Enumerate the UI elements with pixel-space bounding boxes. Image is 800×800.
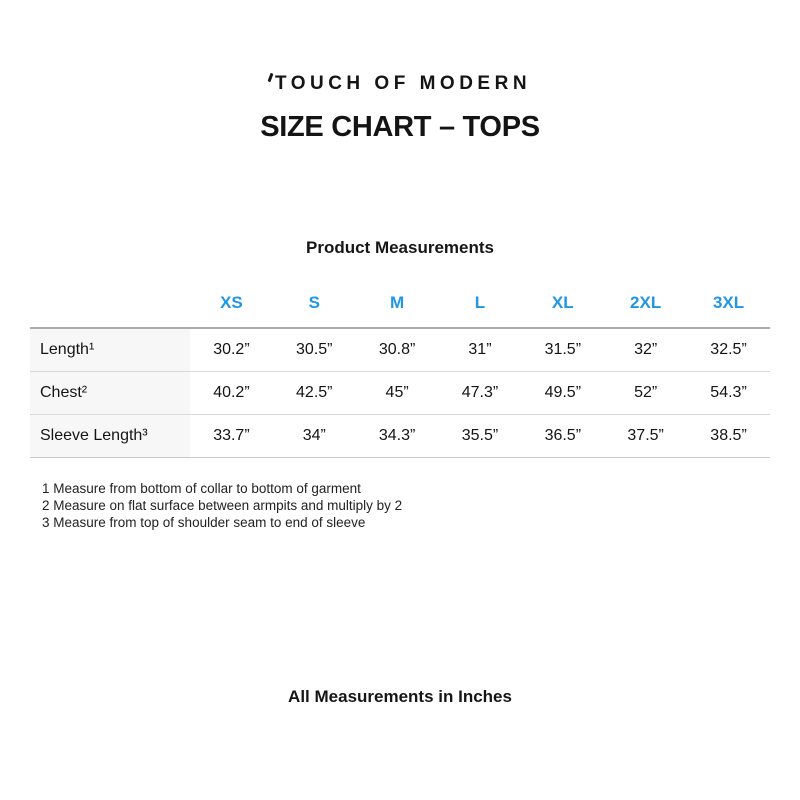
cell-sleeve-xs: 33.7” [190,414,273,457]
cell-chest-m: 45” [356,371,439,414]
cell-length-l: 31” [439,328,522,371]
size-header-m: M [356,278,439,328]
table-row-sleeve-length [30,414,770,457]
cell-chest-xs: 40.2” [190,371,273,414]
header-corner-cell [30,278,190,328]
cell-chest-3xl: 54.3” [687,371,770,414]
cell-sleeve-s: 34” [273,414,356,457]
brand-logo [0,0,800,94]
footnote-1: 1 Measure from bottom of collar to bottom of garment [42,480,361,496]
size-table [30,278,770,458]
cell-sleeve-m: 34.3” [356,414,439,457]
measurement-unit-note: All Measurements in Inches [288,687,512,706]
row-label-chest: Chest² [30,371,190,414]
cell-length-m: 30.8” [356,328,439,371]
cell-chest-xl: 49.5” [521,371,604,414]
cell-length-2xl: 32” [604,328,687,371]
cell-chest-s: 42.5” [273,371,356,414]
footnotes [42,480,800,531]
cell-length-s: 30.5” [273,328,356,371]
cell-sleeve-l: 35.5” [439,414,522,457]
table-caption: Product Measurements [306,238,494,257]
cell-sleeve-2xl: 37.5” [604,414,687,457]
cell-chest-l: 47.3” [439,371,522,414]
size-header-2xl: 2XL [604,278,687,328]
footnote-3: 3 Measure from top of shoulder seam to end of sleeve [42,514,366,530]
cell-length-xl: 31.5” [521,328,604,371]
table-row-length [30,328,770,371]
row-label-length: Length¹ [30,328,190,371]
size-header-xl: XL [521,278,604,328]
table-row-chest [30,371,770,414]
row-label-sleeve-length: Sleeve Length³ [30,414,190,457]
brand-logo-text: TOUCH OF MODERN [274,73,532,94]
size-header-l: L [439,278,522,328]
size-header-row [30,278,770,328]
footnote-2: 2 Measure on flat surface between armpits and multiply by 2 [42,497,403,513]
logo-tick-icon [268,73,274,82]
cell-sleeve-xl: 36.5” [521,414,604,457]
cell-sleeve-3xl: 38.5” [687,414,770,457]
cell-length-xs: 30.2” [190,328,273,371]
page-title: SIZE CHART – TOPS [260,111,540,143]
size-header-3xl: 3XL [687,278,770,328]
cell-length-3xl: 32.5” [687,328,770,371]
cell-chest-2xl: 52” [604,371,687,414]
size-header-xs: XS [190,278,273,328]
size-header-s: S [273,278,356,328]
